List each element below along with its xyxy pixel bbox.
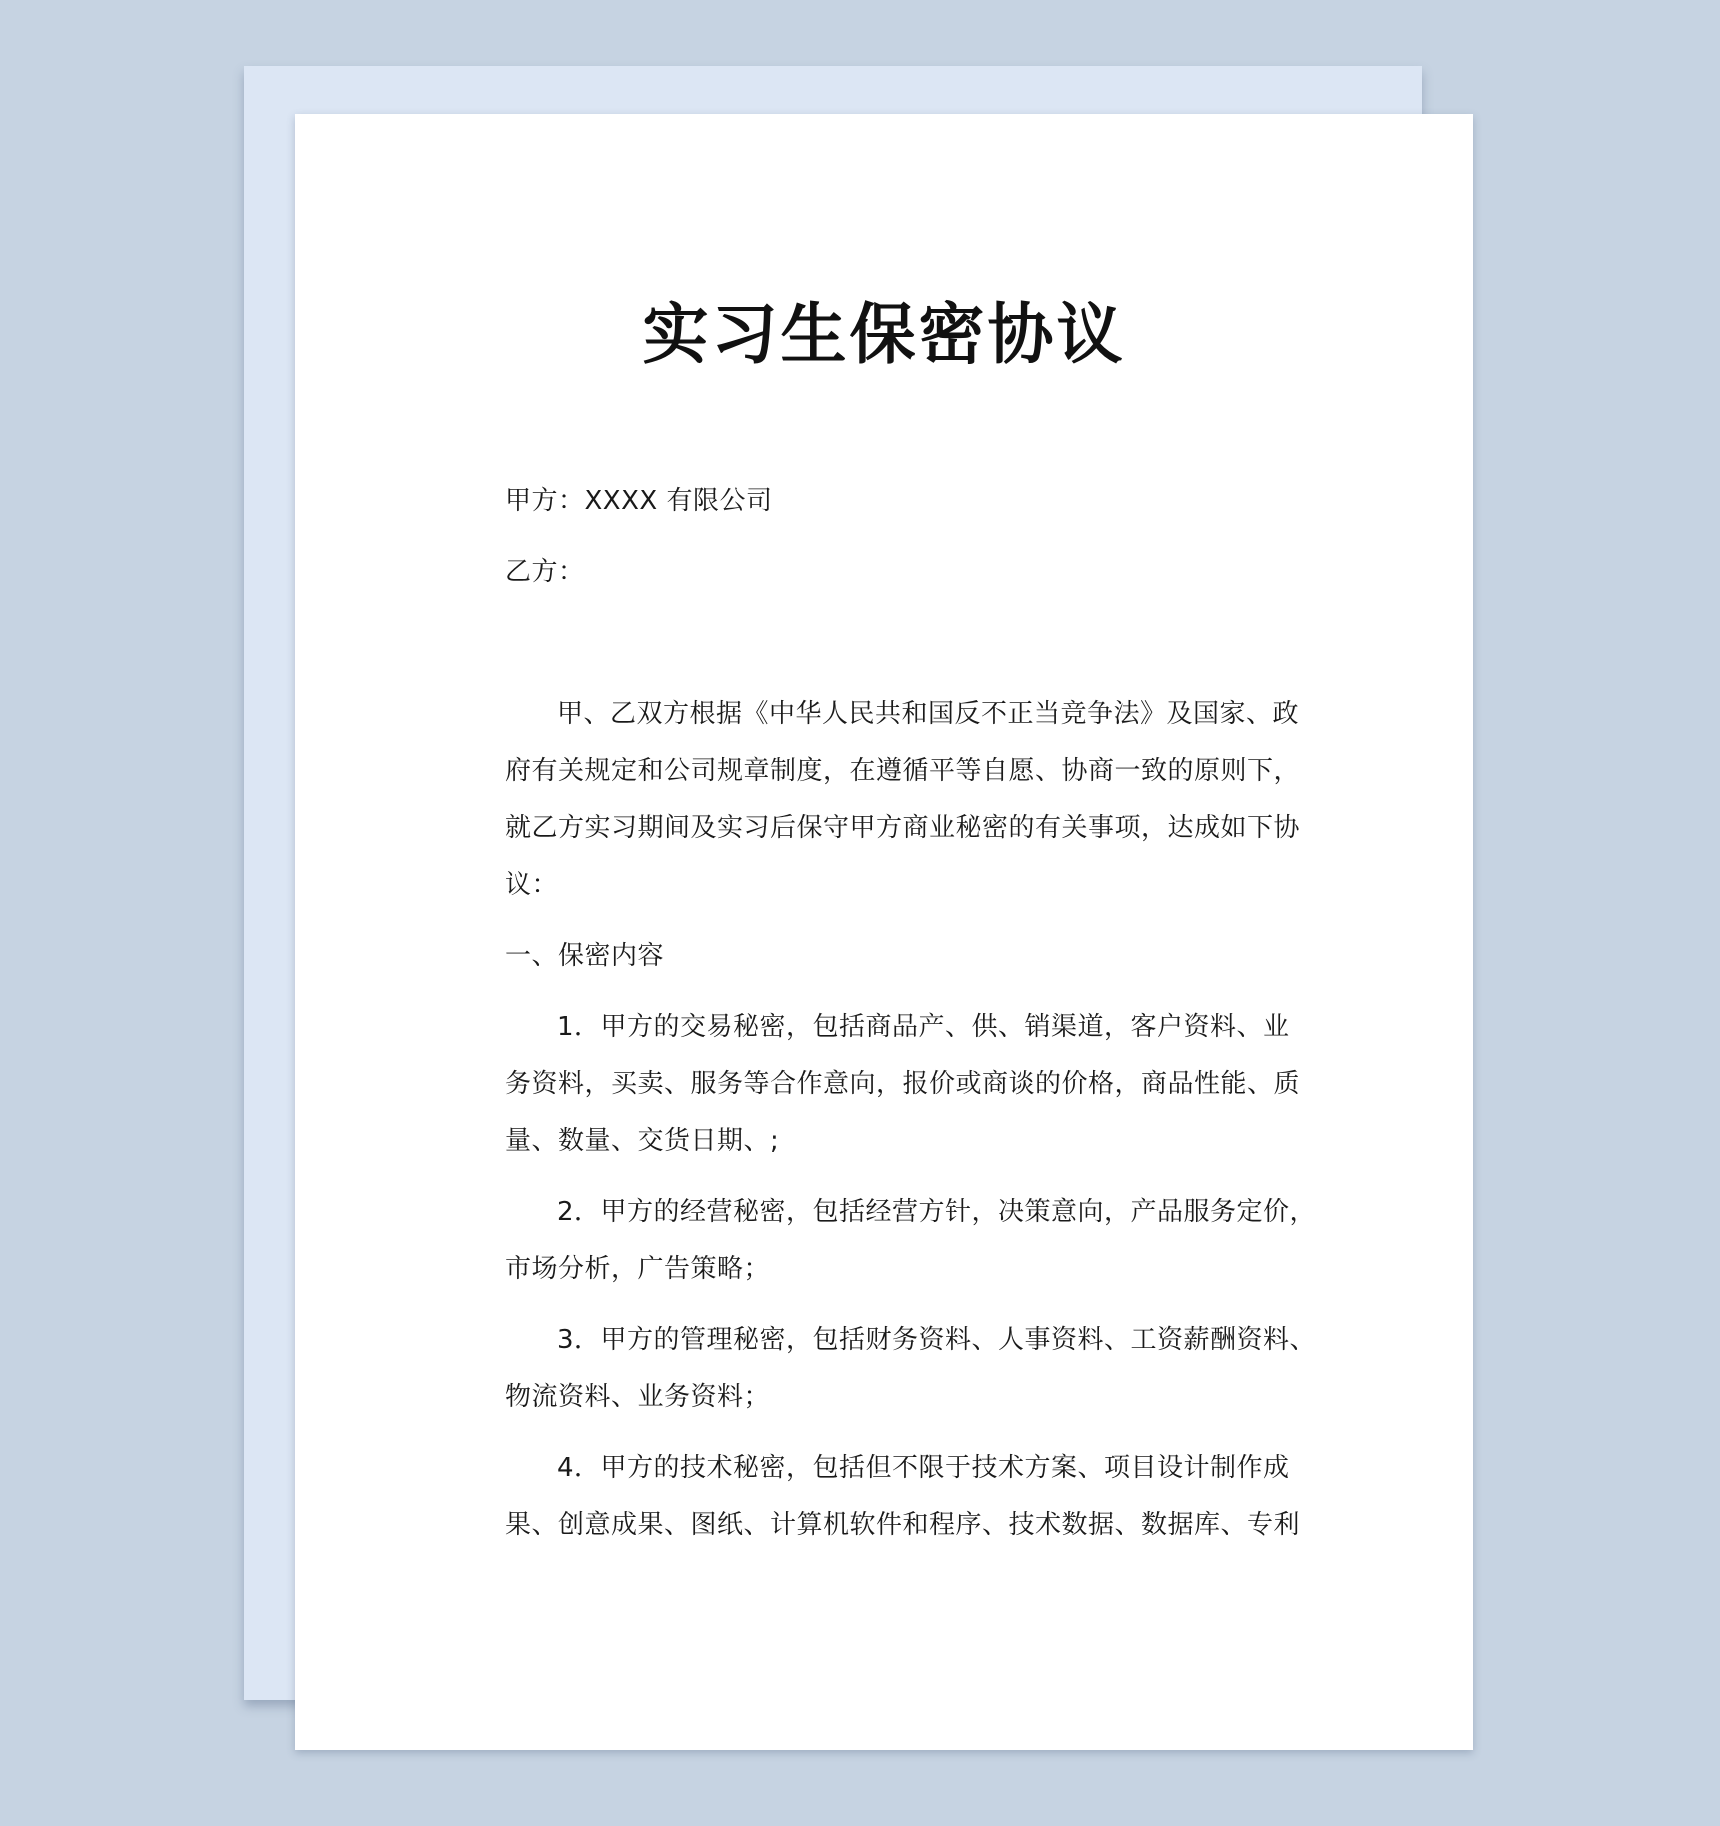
intro-line: 议： xyxy=(505,870,559,900)
clause-line: 务资料，买卖、服务等合作意向，报价或商谈的价格，商品性能、质 xyxy=(505,1069,1301,1099)
clause-line: 物流资料、业务资料； xyxy=(505,1382,771,1412)
clause-line: 4．甲方的技术秘密，包括但不限于技术方案、项目设计制作成 xyxy=(557,1453,1290,1483)
section-heading: 一、保密内容 xyxy=(505,941,665,971)
party-b-line: 乙方： xyxy=(505,557,585,587)
clause-line: 1．甲方的交易秘密，包括商品产、供、销渠道，客户资料、业 xyxy=(557,1012,1290,1042)
party-a-line: 甲方：XXXX 有限公司 xyxy=(505,486,773,516)
intro-line: 就乙方实习期间及实习后保守甲方商业秘密的有关事项，达成如下协 xyxy=(505,813,1301,843)
intro-line: 甲、乙双方根据《中华人民共和国反不正当竞争法》及国家、政 xyxy=(557,699,1300,729)
clause-line: 3．甲方的管理秘密，包括财务资料、人事资料、工资薪酬资料、 xyxy=(557,1325,1317,1355)
document-title: 实习生保密协议 xyxy=(642,296,1126,373)
clause-line: 量、数量、交货日期、; xyxy=(505,1126,780,1156)
clause-line: 果、创意成果、图纸、计算机软件和程序、技术数据、数据库、专利 xyxy=(505,1510,1301,1540)
document-page xyxy=(295,114,1473,1750)
clause-line: 2．甲方的经营秘密，包括经营方针，决策意向，产品服务定价， xyxy=(557,1197,1317,1227)
intro-line: 府有关规定和公司规章制度，在遵循平等自愿、协商一致的原则下， xyxy=(505,756,1301,786)
clause-line: 市场分析，广告策略； xyxy=(505,1254,771,1284)
